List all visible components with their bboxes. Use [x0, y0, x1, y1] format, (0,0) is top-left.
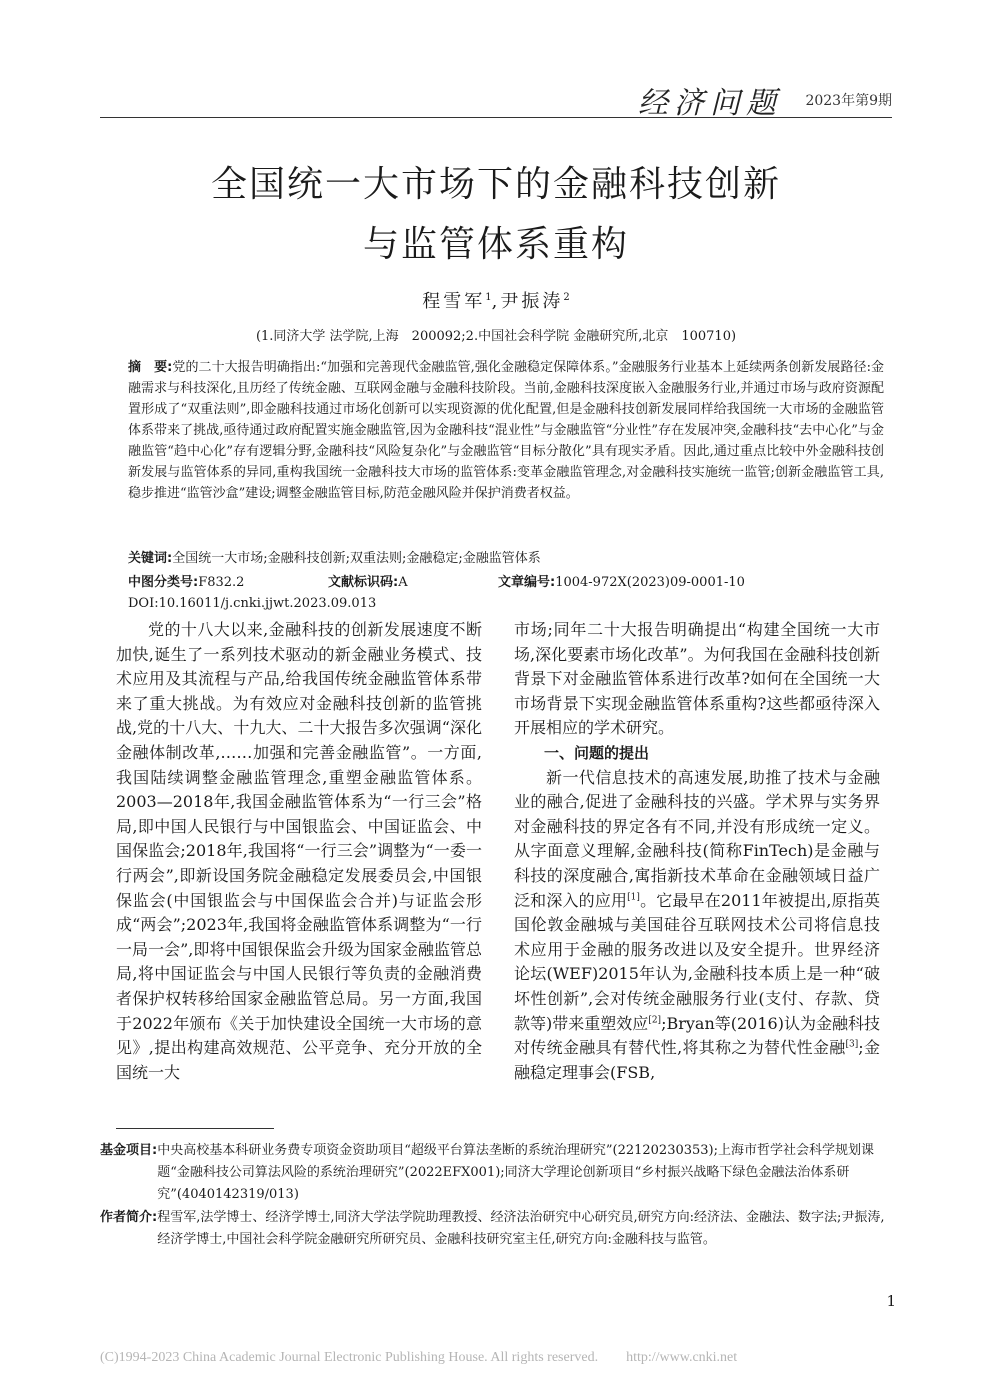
footnotes — [100, 1140, 892, 1252]
document-code — [328, 571, 408, 590]
funding-text: 中央高校基本科研业务费专项资金资助项目“超级平台算法垄断的系统治理研究”(22120230353);上海市哲学社会科学规划课题“金融科技公司算法风险的系统治理研究”(2022EFX001);同济大学理论创新项目“乡村振兴战略下绿色金融法治体系研究”(4040142319/013) — [157, 1143, 875, 1202]
keywords-label: 关键词: — [128, 551, 173, 566]
body-paragraph-1-continued: 市场;同年二十大报告明确提出“构建全国统一大市场,深化要素市场化改革”。为何我国在金融科技创新背景下对金融监管体系进行改革?如何在全国统一大市场背景下实现金融监管体系重构?这些都亟待深入开展相应的学术研究。 — [514, 620, 880, 738]
funding-label: 基金项目: — [100, 1143, 158, 1158]
author-2-affil-mark: 2 — [563, 292, 570, 303]
reference-link-3[interactable]: [3] — [845, 1039, 859, 1050]
author-bio-text: 程雪军,法学博士、经济学博士,同济大学法学院助理教授、经济法治研究中心研究员,研究方向:经济法、金融法、数字法;尹振涛,经济学博士,中国社会科学院金融研究所研究员、金融科技研究室主任,研究方向:金融科技与监管。 — [157, 1210, 885, 1247]
abstract-label: 摘 要: — [128, 360, 173, 375]
author-2: 尹振涛 — [500, 291, 564, 312]
body-paragraph-2 — [514, 766, 880, 1086]
issue-label: 2023年第9期 — [805, 93, 892, 109]
clc-label: 中图分类号: — [128, 575, 199, 590]
header-rule — [100, 117, 892, 118]
copyright-watermark: (C)1994-2023 China Academic Journal Electronic Publishing House. All rights reserved. http://www.cnki.net — [100, 1350, 738, 1365]
author-list — [100, 287, 892, 313]
author-1: 程雪军 — [422, 291, 486, 312]
paragraph-text: 新一代信息技术的高速发展,助推了技术与金融业的融合,促进了金融科技的兴盛。学术界与实务界对金融科技的界定各有不同,并没有形成统一定义。从字面意义理解,金融科技(简称FinTech)是金融与科技的深度融合,寓指新技术革命在金融领域日益广泛和深入的应用 — [514, 767, 880, 910]
article-number-value: 1004-972X(2023)09-0001-10 — [555, 575, 745, 590]
page-number: 1 — [886, 1292, 896, 1310]
reference-link-2[interactable]: [2] — [648, 1015, 662, 1026]
paragraph-text: 。它最早在2011年被提出,原指英国伦敦金融城与美国硅谷互联网技术公司将信息技术应用于金融的服务改进以及安全提升。世界经济论坛(WEF)2015年认为,金融科技本质上是一种“破坏性创新”,会对传统金融服务行业(支付、存款、贷款等)带来重塑效应 — [514, 890, 880, 1033]
title-line-1: 全国统一大市场下的金融科技创新 — [210, 164, 781, 205]
body-column-left — [116, 618, 482, 1085]
footnote-rule — [116, 1128, 274, 1129]
author-separator: , — [491, 291, 501, 312]
running-header — [120, 78, 892, 121]
abstract — [128, 357, 884, 504]
doc-code-label: 文献标识码: — [328, 575, 399, 590]
clc-value: F832.2 — [198, 575, 245, 590]
abstract-text: 党的二十大报告明确指出:“加强和完善现代金融监管,强化金融稳定保障体系。”金融服务行业基本上延续两条创新发展路径:金融需求与科技深化,且历经了传统金融、互联网金融与金融科技阶段。当前,金融科技深度嵌入金融服务行业,并通过市场与政府资源配置形成了“双重法则”,即金融科技通过市场化创新可以实现资源的优化配置,但是金融科技创新发展同样给我国统一大市场的金融监管体系带来了挑战,亟待通过政府配置实施金融监管,因为金融科技“混业性”与金融监管“分业性”存在发展冲突,金融科技“去中心化”与金融监管“趋中心化”存有逻辑分野,金融科技“风险复杂化”与金融监管“目标分散化”具有现实矛盾。因此,通过重点比较中外金融科技创新发展与监管体系的异同,重构我国统一金融科技大市场的监管体系:变革金融监管理念,对金融科技实施统一监管;创新金融监管工具,稳步推进“监管沙盒”建设;调整金融监管目标,防范金融风险并保护消费者权益。 — [128, 360, 884, 501]
author-bio-label: 作者简介: — [100, 1210, 158, 1225]
journal-logo: 经济问题 — [638, 86, 782, 121]
article-number-label: 文章编号: — [498, 575, 556, 590]
doc-code-value: A — [398, 575, 408, 590]
article-number — [498, 571, 745, 590]
article-title — [100, 155, 892, 275]
keywords-text: 全国统一大市场;金融科技创新;双重法则;金融稳定;金融监管体系 — [172, 551, 541, 566]
paragraph-text: ;Bryan等(2016)认为金融科技对传统金融具有替代性,将其称之为替代性金融 — [514, 1013, 880, 1058]
affiliations: (1.同济大学 法学院,上海 200092;2.中国社会科学院 金融研究所,北京 100710) — [255, 329, 737, 344]
section-heading: 一、问题的提出 — [544, 743, 650, 762]
funding-note — [100, 1140, 892, 1206]
title-line-2: 与监管体系重构 — [362, 224, 629, 265]
body-paragraph-1: 党的十八大以来,金融科技的创新发展速度不断加快,诞生了一系列技术驱动的新金融业务模式、技术应用及其流程与产品,给我国传统金融监管体系带来了重大挑战。为有效应对金融科技创新的监管挑战,党的十八大、十九大、二十大报告多次强调“深化金融体制改革,……加强和完善金融监管”。一方面,我国陆续调整金融监管理念,重塑金融监管体系。2003—2018年,我国金融监管体系为“一行三会”格局,即中国人民银行与中国银监会、中国证监会、中国保监会;2018年,我国将“一行三会”调整为“一委一行两会”,即新设国务院金融稳定发展委员会,中国银保监会(中国银监会与中国保监会合并)与证监会形成“两会”;2023年,我国将金融监管体系调整为“一行一局一会”,即将中国银保监会升级为国家金融监管总局,将中国证监会与中国人民银行等负责的金融消费者保护权转移给国家金融监管总局。另一方面,我国于2022年颁布《关于加快建设全国统一大市场的意见》,提出构建高效规范、公平竞争、充分开放的全国统一大 — [116, 620, 482, 1082]
author-bio-note — [100, 1207, 892, 1251]
body-column-right — [514, 618, 880, 1085]
keywords — [128, 547, 541, 566]
clc-number — [128, 571, 244, 590]
author-1-affil-mark: 1 — [485, 292, 492, 303]
doi: DOI:10.16011/j.cnki.jjwt.2023.09.013 — [128, 596, 377, 611]
reference-link-1[interactable]: [1] — [627, 892, 640, 903]
paragraph-text: ;金融稳定理事会(FSB, — [514, 1038, 880, 1082]
